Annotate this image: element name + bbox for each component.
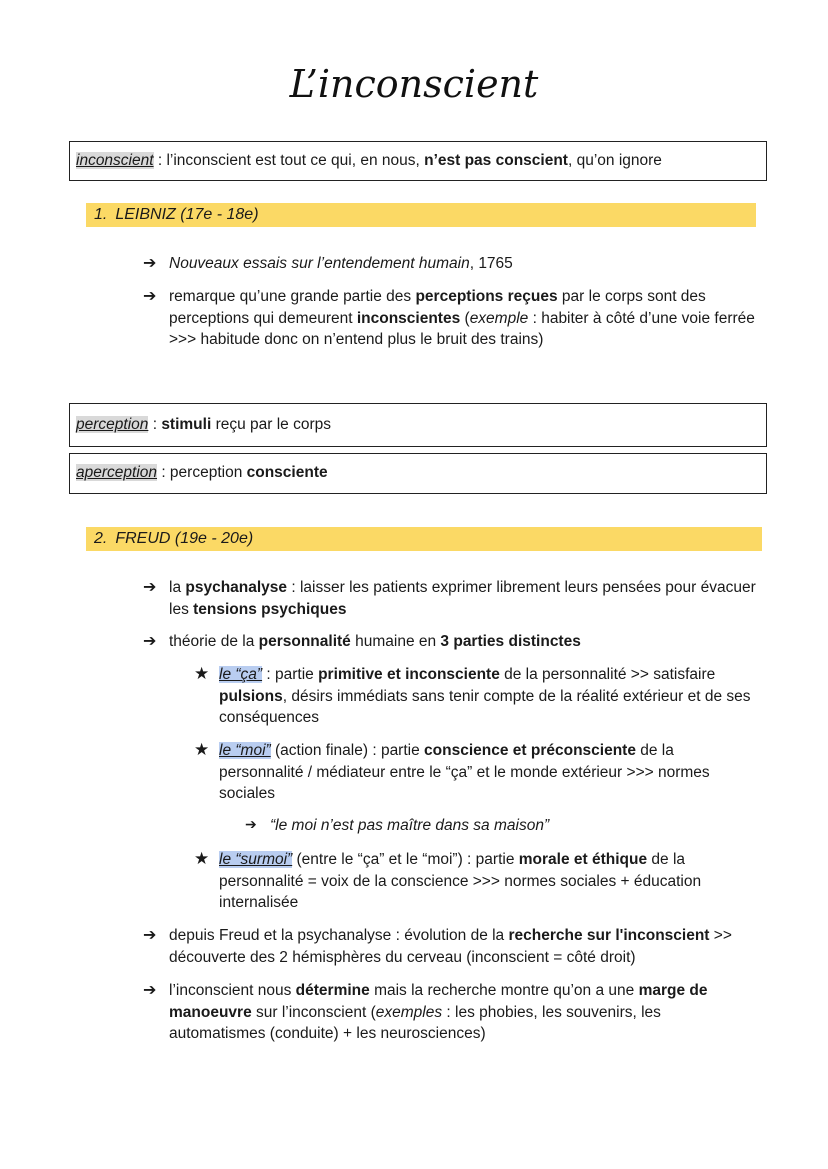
leibniz-perceptions: remarque qu’une grande partie des perceptions reçues par le corps sont des perceptions qui demeurent inconscientes (exemple : habiter à côté d’une voie ferrée >>> habitude donc on n’entend plus le bruit des trains): [169, 288, 755, 348]
highlight-ca: le “ça”: [219, 666, 263, 683]
star-icon: ★: [194, 849, 210, 868]
term-perception: perception: [76, 415, 149, 433]
freud-ca: le “ça” : partie primitive et inconsciente de la personnalité >> satisfaire pulsions, désirs immédiats sans tenir compte de la réalité extérieur et de ses conséquences: [219, 666, 751, 726]
arrow-icon: ➔: [143, 982, 157, 999]
highlight-moi: le “moi”: [219, 742, 271, 759]
definition-box-inconscient: inconscient : l’inconscient est tout ce qui, en nous, n’est pas conscient, qu’on ignore: [69, 141, 767, 181]
freud-quote: “le moi n’est pas maître dans sa maison”: [270, 817, 550, 834]
section-heading-freud: 2. FREUD (19e - 20e): [86, 527, 762, 551]
term-inconscient: inconscient: [76, 151, 154, 169]
star-icon: ★: [194, 740, 210, 759]
arrow-icon: ➔: [143, 927, 157, 944]
arrow-icon: ➔: [143, 255, 157, 272]
arrow-icon: ➔: [245, 816, 257, 832]
arrow-icon: ➔: [143, 579, 157, 596]
arrow-icon: ➔: [143, 288, 157, 305]
section-heading-leibniz: 1. LEIBNIZ (17e - 18e): [86, 203, 756, 227]
freud-psychanalyse: la psychanalyse : laisser les patients exprimer librement leurs pensées pour évacuer les tensions psychiques: [169, 579, 756, 618]
term-aperception: aperception: [76, 464, 158, 482]
freud-theorie: théorie de la personnalité humaine en 3 parties distinctes: [169, 633, 581, 650]
freud-marge: l’inconscient nous détermine mais la recherche montre qu’on a une marge de manoeuvre sur l’inconscient (exemples : les phobies, les souvenirs, les automatismes (conduite) + les neurosciences): [169, 982, 708, 1042]
definition-box-perception: perception : stimuli reçu par le corps: [69, 403, 767, 447]
star-icon: ★: [194, 664, 210, 683]
freud-surmoi: le “surmoi” (entre le “ça” et le “moi”) : partie morale et éthique de la personnalité = voix de la conscience >>> normes sociales + éducation internalisée: [219, 851, 702, 911]
highlight-surmoi: le “surmoi”: [219, 851, 293, 868]
freud-moi: le “moi” (action finale) : partie conscience et préconsciente de la personnalité / médiateur entre le “ça” et le monde extérieur >>> normes sociales: [219, 742, 710, 802]
leibniz-work: Nouveaux essais sur l’entendement humain, 1765: [169, 255, 513, 272]
freud-recherche: depuis Freud et la psychanalyse : évolution de la recherche sur l'inconscient >> découverte des 2 hémisphères du cerveau (inconscient = côté droit): [169, 927, 732, 966]
definition-box-aperception: aperception : perception consciente: [69, 453, 767, 494]
arrow-icon: ➔: [143, 633, 157, 650]
page-title: L’inconscient: [289, 62, 539, 106]
